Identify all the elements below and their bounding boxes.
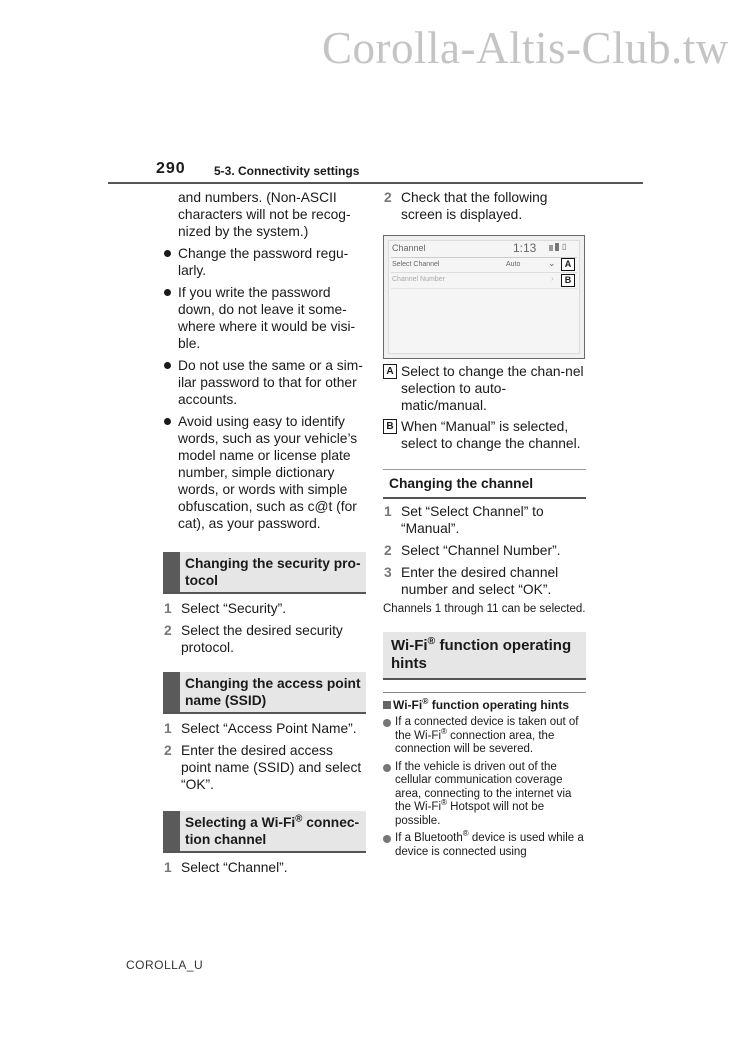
intro-text: and numbers. (Non-ASCII characters will not be recog-nized by the system.) bbox=[178, 190, 351, 239]
channel-heading: Selecting a Wi-Fi® connec-tion channel bbox=[163, 811, 366, 853]
bullet-item: If you write the password down, do not leave it some-where where it would be visi-ble. bbox=[163, 284, 366, 352]
bullet-dot-icon bbox=[164, 362, 171, 369]
square-bullet-icon bbox=[383, 701, 391, 709]
heading-bar bbox=[163, 811, 180, 851]
bullet-dot-icon bbox=[164, 418, 171, 425]
left-column bbox=[163, 189, 366, 876]
marker-a: A bbox=[561, 258, 575, 271]
step-item: 2 Enter the desired access point name (SSID) and select “OK”. bbox=[164, 743, 362, 792]
step-item: 1 Set “Select Channel” to “Manual”. bbox=[384, 504, 544, 536]
bullet-dot-icon bbox=[383, 719, 391, 727]
step-item: 1 Select “Access Point Name”. bbox=[164, 721, 357, 736]
step-item: 2 Select the desired security protocol. bbox=[164, 623, 343, 655]
step-item: 1 Select “Security”. bbox=[164, 601, 287, 616]
chevron-right-icon: › bbox=[551, 274, 554, 283]
callout-b: B When “Manual” is selected, select to change the channel. bbox=[383, 418, 586, 452]
security-protocol-heading: Changing the security pro-tocol bbox=[163, 552, 366, 594]
hint-item: If a connected device is taken out of the Wi-Fi® connection area, the connection will be severed. bbox=[383, 716, 586, 757]
heading-bar bbox=[163, 672, 180, 712]
channel-number-label: Channel Number bbox=[392, 276, 445, 283]
hint-item: If a Bluetooth® device is used while a device is connected using bbox=[383, 832, 586, 859]
bullet-item: Do not use the same or a sim-ilar password to that for other accounts. bbox=[163, 357, 366, 408]
callout-label-box: B bbox=[383, 419, 397, 434]
chevron-down-icon: ⌄ bbox=[548, 258, 556, 268]
select-channel-label: Select Channel bbox=[392, 261, 440, 268]
bullet-item: Change the password regu-larly. bbox=[163, 245, 366, 279]
bullet-dot-icon bbox=[164, 250, 171, 257]
channels-note: Channels 1 through 11 can be selected. bbox=[383, 603, 586, 615]
battery-icon bbox=[555, 243, 559, 251]
bullet-item: Avoid using easy to identify words, such as your vehicle’s model name or license plate number, simple dictionary words, or words with simple obfuscation, such as c@t (for cat), as your password. bbox=[163, 413, 366, 532]
page-number: 290 bbox=[156, 160, 186, 177]
footer-model-code: COROLLA_U bbox=[126, 958, 204, 972]
step-item: 2 Check that the following screen is displayed. bbox=[384, 190, 548, 222]
right-column bbox=[383, 189, 586, 859]
screen-divider bbox=[391, 272, 577, 273]
step-item: 2 Select “Channel Number”. bbox=[384, 543, 561, 558]
bullet-dot-icon bbox=[383, 764, 391, 772]
hints-subheading: Wi-Fi® function operating hints bbox=[383, 699, 586, 713]
changing-channel-heading: Changing the channel bbox=[383, 469, 586, 499]
section-title: 5-3. Connectivity settings bbox=[214, 164, 360, 178]
step-item: 3 Enter the desired channel number and select “OK”. bbox=[384, 565, 559, 597]
wifi-hints-heading: Wi-Fi® function operating hints bbox=[383, 632, 586, 680]
step-item: 1 Select “Channel”. bbox=[164, 860, 288, 875]
callout-a: A Select to change the chan-nel selection to auto-matic/manual. bbox=[383, 363, 586, 414]
signal-icon bbox=[549, 245, 553, 251]
status-icon: ▯ bbox=[562, 242, 567, 251]
screen-divider bbox=[391, 288, 577, 289]
bullet-dot-icon bbox=[164, 289, 171, 296]
hints-rule bbox=[383, 692, 586, 693]
screen-title: Channel bbox=[392, 243, 426, 253]
bullet-dot-icon bbox=[383, 835, 391, 843]
header-rule bbox=[108, 182, 643, 184]
screen-time: 1:13 bbox=[513, 241, 537, 255]
watermark: Corolla-Altis-Club.tw bbox=[322, 23, 729, 73]
ssid-heading: Changing the access point name (SSID) bbox=[163, 672, 366, 714]
marker-b: B bbox=[561, 274, 575, 287]
select-channel-value: Auto bbox=[506, 261, 521, 268]
callout-label-box: A bbox=[383, 364, 397, 379]
channel-screen-image bbox=[383, 235, 585, 359]
heading-bar bbox=[163, 552, 180, 592]
hint-item: If the vehicle is driven out of the cellular communication coverage area, connecting to the internet via the Wi-Fi® Hotspot will not be possible. bbox=[383, 761, 586, 829]
